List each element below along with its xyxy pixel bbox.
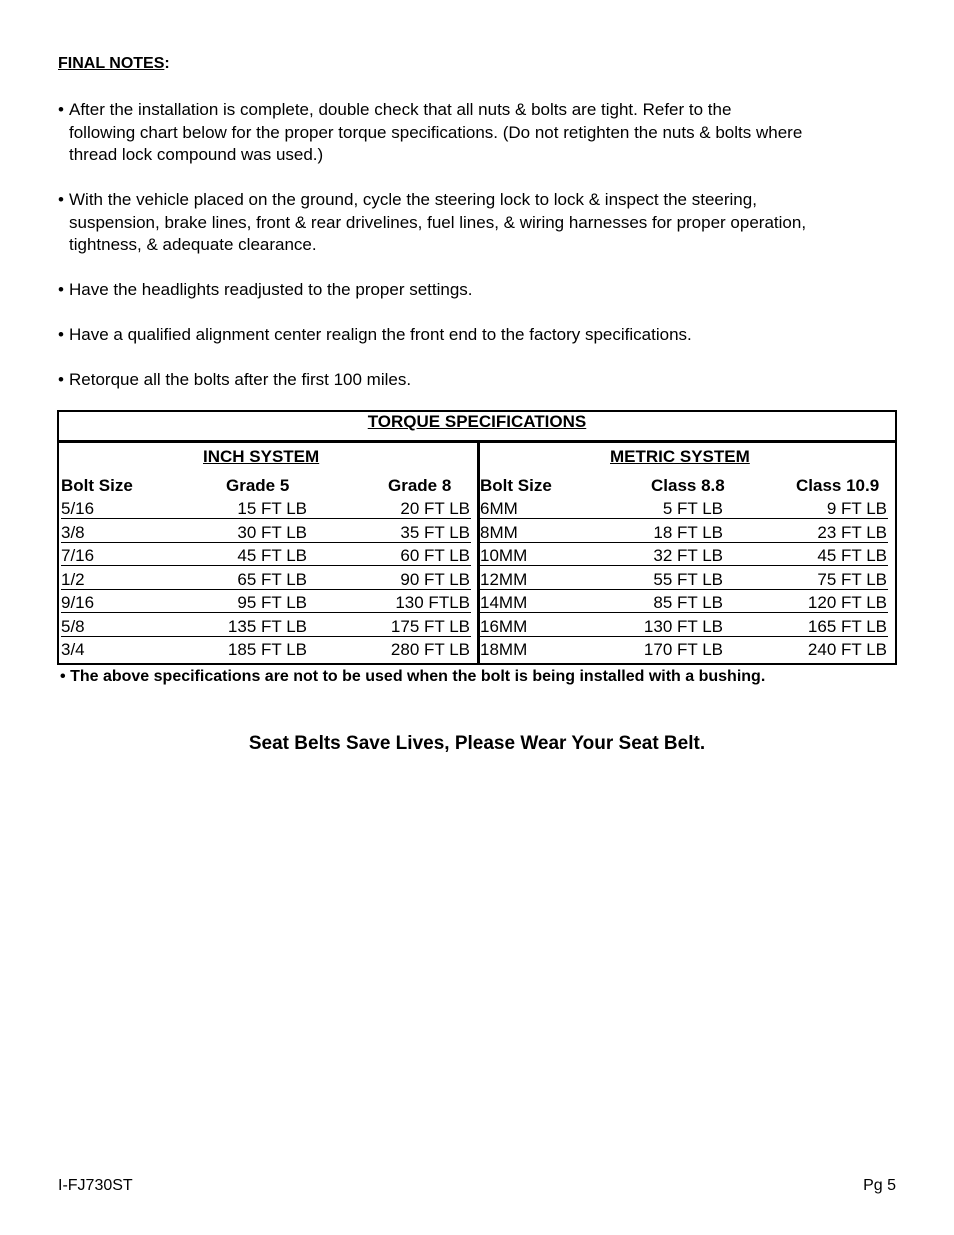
inch-cell: 7/16 bbox=[61, 546, 95, 565]
inch-row-underline bbox=[61, 565, 471, 566]
inch-cell: 1/2 bbox=[61, 569, 85, 589]
metric-col-class109: Class 10.9 bbox=[796, 476, 880, 495]
inch-row-underline bbox=[61, 612, 471, 613]
inch-system-title: INCH SYSTEM bbox=[203, 447, 320, 466]
inch-cell: 5/16 bbox=[61, 499, 95, 518]
note-item bbox=[58, 99, 908, 167]
bullet-icon: • bbox=[58, 190, 64, 209]
metric-cell: 32 FT LB bbox=[653, 546, 723, 565]
metric-cell: 12MM bbox=[480, 569, 528, 589]
metric-cell: 130 FT LB bbox=[643, 616, 723, 636]
inch-cell: 3/4 bbox=[61, 640, 85, 659]
document-id: I-FJ730ST bbox=[58, 1177, 133, 1194]
inch-cell: 185 FT LB bbox=[227, 640, 307, 659]
note-line: Retorque all the bolts after the first 100 miles. bbox=[69, 370, 412, 389]
note-item bbox=[58, 324, 908, 347]
inch-cell: 5/8 bbox=[61, 616, 85, 636]
metric-cell: 85 FT LB bbox=[653, 593, 723, 612]
inch-cell: 95 FT LB bbox=[237, 593, 307, 612]
metric-cell: 165 FT LB bbox=[807, 616, 887, 636]
torque-spec-table bbox=[57, 410, 897, 665]
bullet-icon: • bbox=[58, 325, 64, 344]
note-line: thread lock compound was used.) bbox=[69, 145, 324, 164]
metric-row-underline bbox=[480, 612, 888, 613]
inch-cell: 280 FT LB bbox=[390, 640, 470, 659]
note-item bbox=[58, 369, 908, 392]
inch-cell: 135 FT LB bbox=[227, 616, 307, 636]
metric-cell: 8MM bbox=[480, 522, 518, 542]
final-notes-heading: FINAL NOTES: bbox=[58, 55, 170, 72]
bullet-icon: • bbox=[58, 280, 64, 299]
inch-cell: 3/8 bbox=[61, 522, 85, 542]
metric-cell: 23 FT LB bbox=[817, 522, 887, 542]
note-item bbox=[58, 279, 908, 302]
bullet-icon: • bbox=[58, 370, 64, 389]
metric-cell: 55 FT LB bbox=[653, 569, 723, 589]
note-line: With the vehicle placed on the ground, cycle the steering lock to lock & inspect the steering, bbox=[69, 190, 757, 209]
bullet-icon: • bbox=[58, 100, 64, 119]
metric-row-underline bbox=[480, 636, 888, 637]
note-line: suspension, brake lines, front & rear drivelines, fuel lines, & wiring harnesses for proper operation, bbox=[69, 212, 807, 232]
page-number: Pg 5 bbox=[863, 1177, 896, 1194]
seat-belt-slogan: Seat Belts Save Lives, Please Wear Your Seat Belt. bbox=[248, 733, 706, 754]
metric-cell: 45 FT LB bbox=[817, 546, 887, 565]
note-line: Have the headlights readjusted to the proper settings. bbox=[69, 280, 473, 299]
inch-cell: 60 FT LB bbox=[400, 546, 470, 565]
metric-cell: 10MM bbox=[480, 546, 528, 565]
metric-cell: 18MM bbox=[480, 640, 528, 659]
inch-col-bolt-size: Bolt Size bbox=[61, 476, 133, 495]
inch-cell: 90 FT LB bbox=[400, 569, 470, 589]
note-line: Have a qualified alignment center realign the front end to the factory specifications. bbox=[69, 325, 692, 344]
metric-cell: 170 FT LB bbox=[643, 640, 723, 659]
metric-cell: 120 FT LB bbox=[807, 593, 887, 612]
note-line: following chart below for the proper torque specifications. (Do not retighten the nuts & bolts where bbox=[69, 122, 803, 142]
note-line: tightness, & adequate clearance. bbox=[69, 235, 317, 254]
metric-row-underline bbox=[480, 542, 888, 543]
metric-row-underline bbox=[480, 565, 888, 566]
metric-cell: 5 FT LB bbox=[662, 499, 723, 518]
inch-row-underline bbox=[61, 589, 471, 590]
inch-col-grade8: Grade 8 bbox=[388, 476, 452, 495]
note-item bbox=[58, 189, 908, 257]
metric-cell: 16MM bbox=[480, 616, 528, 636]
metric-col-class88: Class 8.8 bbox=[651, 476, 725, 495]
inch-cell: 20 FT LB bbox=[400, 499, 470, 518]
metric-cell: 6MM bbox=[480, 499, 518, 518]
inch-cell: 30 FT LB bbox=[237, 522, 307, 542]
inch-cell: 15 FT LB bbox=[237, 499, 307, 518]
inch-cell: 45 FT LB bbox=[237, 546, 307, 565]
metric-cell: 240 FT LB bbox=[807, 640, 887, 659]
inch-row-underline bbox=[61, 542, 471, 543]
metric-cell: 9 FT LB bbox=[826, 499, 887, 518]
inch-cell: 35 FT LB bbox=[400, 522, 470, 542]
metric-cell: 14MM bbox=[480, 593, 528, 612]
inch-cell: 130 FTLB bbox=[395, 593, 470, 612]
note-line: After the installation is complete, double check that all nuts & bolts are tight. Refer to the bbox=[69, 100, 732, 119]
inch-cell: 175 FT LB bbox=[390, 616, 470, 636]
metric-system-title: METRIC SYSTEM bbox=[610, 447, 750, 466]
metric-row-underline bbox=[480, 589, 888, 590]
metric-cell: 18 FT LB bbox=[653, 522, 723, 542]
metric-row-underline bbox=[480, 518, 888, 519]
inch-col-grade5: Grade 5 bbox=[226, 476, 290, 495]
inch-row-underline bbox=[61, 636, 471, 637]
torque-table-title: TORQUE SPECIFICATIONS bbox=[59, 412, 895, 443]
notes-list bbox=[58, 99, 908, 414]
inch-cell: 65 FT LB bbox=[237, 569, 307, 589]
inch-row-underline bbox=[61, 518, 471, 519]
torque-footnote: • The above specifications are not to be used when the bolt is being installed with a bushing. bbox=[60, 668, 766, 685]
metric-col-bolt-size: Bolt Size bbox=[480, 476, 552, 495]
inch-cell: 9/16 bbox=[61, 593, 95, 612]
metric-cell: 75 FT LB bbox=[817, 569, 887, 589]
bullet-icon: • bbox=[60, 668, 66, 685]
